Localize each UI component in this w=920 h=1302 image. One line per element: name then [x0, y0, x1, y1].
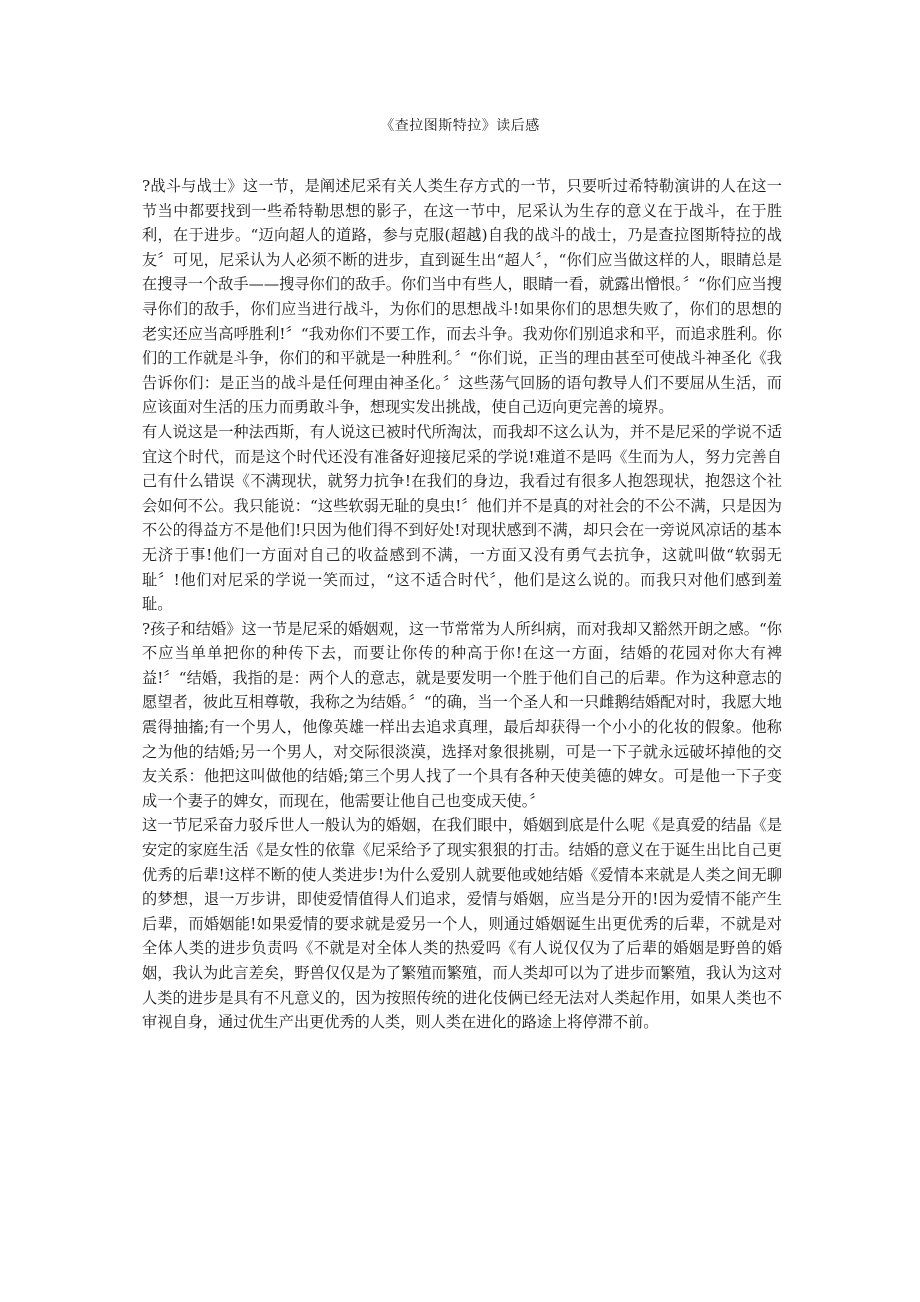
paragraph-marriage-meaning: 这一节尼采奋力驳斥世人一般认为的婚姻，在我们眼中，婚姻到底是什么呢《是真爱的结晶《是安定的家庭生活《是女性的依靠《尼采给予了现实狠狠的打击。结婚的意义在于诞生出比自己更优秀的后辈!这样不断的使人类进步!为什么爱别人就要他或她结婚《爱情本来就是人类之间无聊的梦想，退一万步讲，即使爱情值得人们追求，爱情与婚姻，应当是分开的!因为爱情不能产生后辈，而婚姻能!如果爱情的要求就是爱另一个人，则通过婚姻诞生出更优秀的后辈，不就是对全体人类的进步负责吗《不就是对全体人类的热爱吗《有人说仅仅为了后辈的婚姻是野兽的婚姻，我认为此言差矣，野兽仅仅是为了繁殖而繁殖，而人类却可以为了进步而繁殖，我认为这对人类的进步是具有不凡意义的，因为按照传统的进化伎俩已经无法对人类起作用，如果人类也不审视自身，通过优生产出更优秀的人类，则人类在进化的路途上将停滞不前。	[142, 816, 782, 1032]
paragraph-children-and-marriage: ?孩子和结婚》这一节是尼采的婚姻观，这一节常常为人所纠病，而对我却又豁然开朗之感。“你不应当单单把你的种传下去，而要让你传的种高于你!在这一方面，结婚的花园对你大有裨益!〞“结婚，我指的是：两个人的意志，就是要发明一个胜于他们自己的后辈。作为这种意志的愿望者，彼此互相尊敬，我称之为结婚。〞“的确，当一个圣人和一只雌鹅结婚配对时，我愿大地震得抽搐;有一个男人，他像英雄一样出去追求真理，最后却获得一个小小的化妆的假象。他称之为他的结婚;另一个男人，对交际很淡漠，选择对象很挑剔，可是一下子就永远破坏掉他的交友关系：他把这叫做他的结婚;第三个男人找了一个具有各种天使美德的婢女。可是他一下子变成一个妻子的婢女，而现在，他需要让他自己也变成天使。〞	[142, 619, 782, 810]
document-title: 《查拉图斯特拉》读后感	[380, 118, 540, 134]
document-body	[142, 174, 782, 1035]
paragraph-fascism-critique: 有人说这是一种法西斯，有人说这已被时代所淘汰，而我却不这么认为，并不是尼采的学说不适宜这个时代，而是这个时代还没有准备好迎接尼采的学说!难道不是吗《生而为人，努力完善自己有什么错误《不满现状，就努力抗争!在我们的身边，我看过有很多人抱怨现状，抱怨这个社会如何不公。我只能说：“这些软弱无耻的臭虫!〞他们并不是真的对社会的不公不满，只是因为不公的得益方不是他们!只因为他们得不到好处!对现状感到不满，却只会在一旁说风凉话的基本无济于事!他们一方面对自己的收益感到不满，一方面又没有勇气去抗争，这就叫做“软弱无耻〞!他们对尼采的学说一笑而过，“这不适合时代〞，他们是这么说的。而我只对他们感到羞耻。	[142, 422, 782, 614]
paragraph-battle-and-warriors: ?战斗与战士》这一节，是阐述尼采有关人类生存方式的一节，只要听过希特勒演讲的人在这一节当中都要找到一些希特勒思想的影子，在这一节中，尼采认为生存的意义在于战斗，在于胜利，在于进步。“迈向超人的道路，参与克服(超越)自我的战斗的战士，乃是查拉图斯特拉的战友〞可见，尼采认为人必须不断的进步，直到诞生出“超人〞，“你们应当做这样的人，眼睛总是在搜寻一个敌手——搜寻你们的敌手。你们当中有些人，眼睛一看，就露出憎恨。〞“你们应当搜寻你们的敌手，你们应当进行战斗，为你们的思想战斗!如果你们的思想失败了，你们的思想的老实还应当高呼胜利!〞“我劝你们不要工作，而去斗争。我劝你们别追求和平，而追求胜利。你们的工作就是斗争，你们的和平就是一种胜利。〞“你们说，正当的理由甚至可使战斗神圣化《我告诉你们：是正当的战斗是任何理由神圣化。〞这些荡气回肠的语句教导人们不要屈从生活，而应该面对生活的压力而勇敢斗争，想现实发出挑战，使自己迈向更完善的境界。	[142, 177, 782, 417]
